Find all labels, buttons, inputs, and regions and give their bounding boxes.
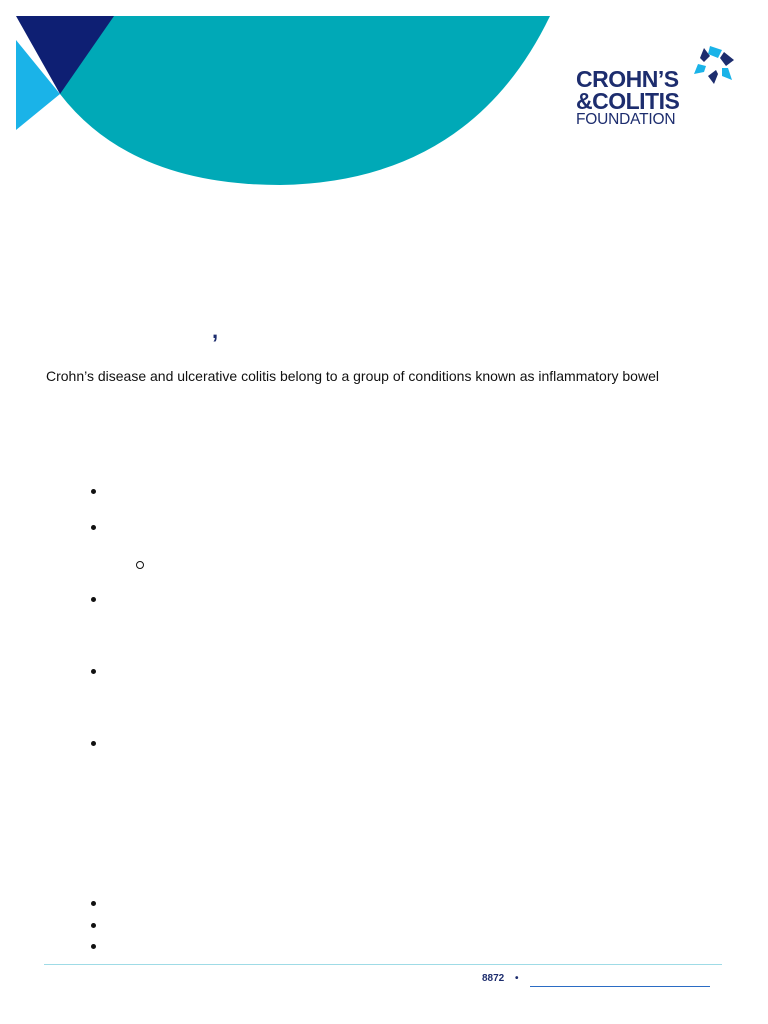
logo-wordmark: [576, 68, 679, 128]
list-bullet: [91, 597, 96, 602]
teal-arc-shape: [60, 16, 550, 185]
logo-line-colitis: &COLITIS: [576, 88, 680, 114]
list-bullet: [91, 923, 96, 928]
footer-link-underline[interactable]: [530, 986, 710, 987]
crohns-colitis-logo: [576, 44, 736, 136]
list-bullet: [91, 525, 96, 530]
star-ribbon-icon: [692, 44, 736, 86]
intro-paragraph: Crohn’s disease and ulcerative colitis belong to a group of conditions known as inflammatory bowel: [46, 368, 659, 384]
logo-line-crohns: CROHN’S: [576, 66, 679, 92]
logo-line-foundation: FOUNDATION: [576, 111, 676, 128]
stray-comma-mark: ,: [212, 318, 219, 343]
list-bullet: [91, 944, 96, 949]
list-bullet: [91, 669, 96, 674]
sub-list-bullet: [136, 561, 144, 569]
footer-separator: •: [515, 973, 519, 984]
list-bullet: [91, 901, 96, 906]
footer-divider: [44, 964, 722, 965]
list-bullet: [91, 489, 96, 494]
list-bullet: [91, 741, 96, 746]
footer-code: 8872: [482, 973, 505, 984]
